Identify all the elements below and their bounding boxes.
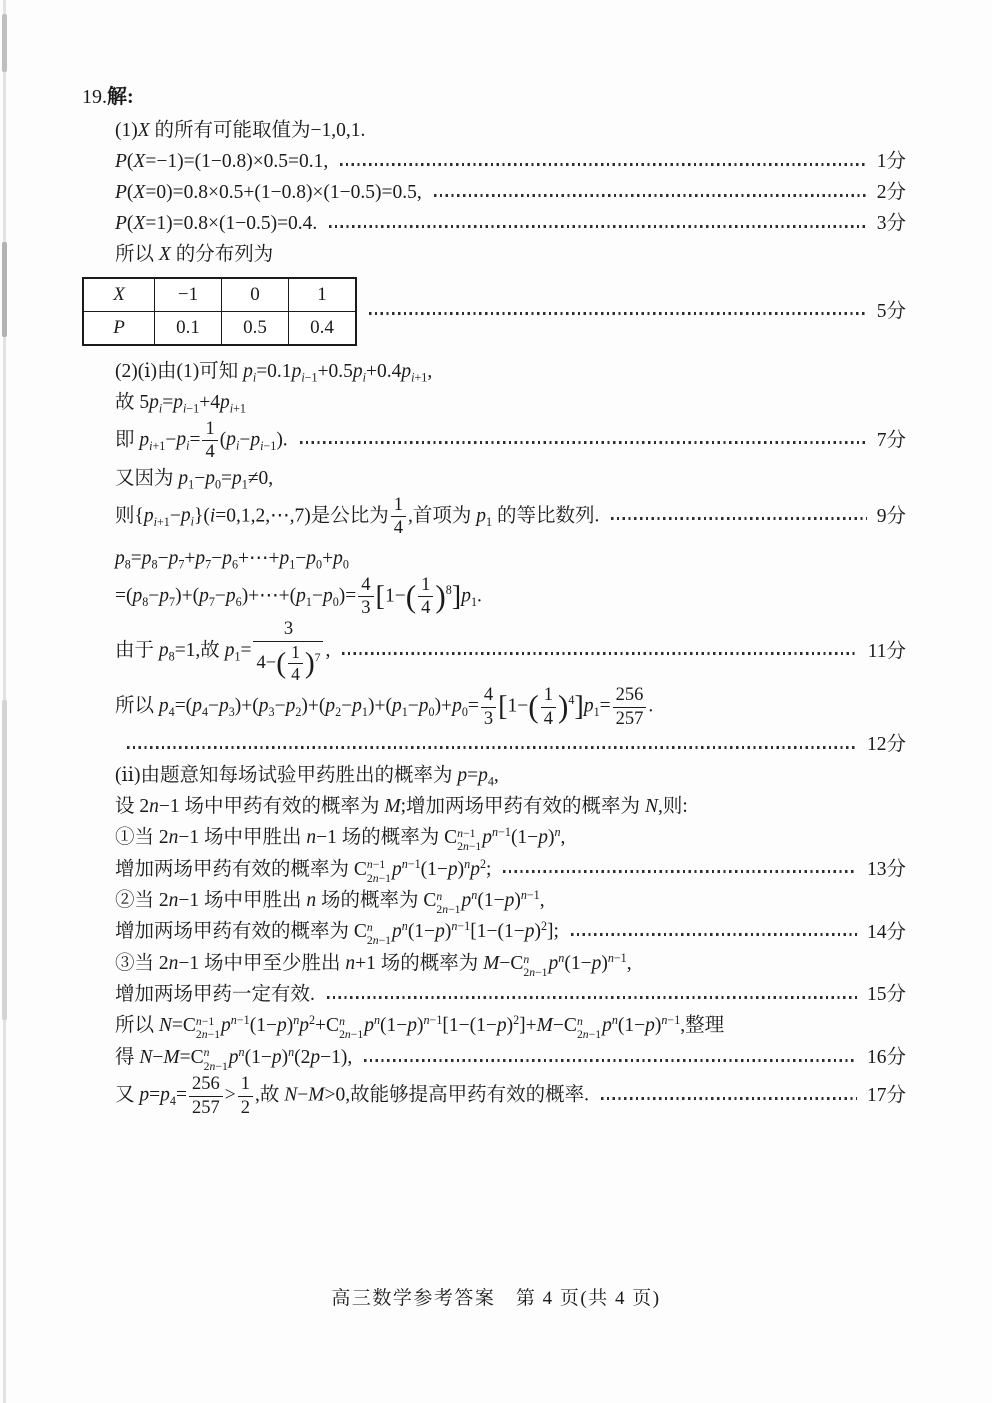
- dotted-leader: [369, 312, 867, 315]
- line-text: 故 $5p_i=p_{i-1}+4p_{i+1}$: [115, 392, 246, 416]
- distribution-table: [82, 277, 357, 346]
- score-marker: 2分: [876, 182, 906, 203]
- line-text: P(X=−1)=(1−0.8)×0.5=0.1,: [115, 151, 329, 172]
- scan-artifact-segment: [2, 14, 7, 72]
- solution-line: [82, 116, 906, 146]
- table-cell: X: [83, 278, 155, 312]
- line-text: 增加两场甲药有效的概率为 C n−1 2n−1 $p^{n-1}(1-p)^np^2$;: [115, 856, 492, 885]
- line-text: 又因为 $p_1-p_0=p_1\ne 0$,: [115, 467, 274, 492]
- solution-line: [82, 495, 906, 539]
- line-text: 即 $p_{i+1}-p_i=$ $\frac{1}{4}$ $(p_i-p_{i-1})$.: [115, 418, 288, 463]
- solution-line: [82, 388, 906, 418]
- line-text: P(X=1)=0.8×(1−0.5)=0.4.: [115, 213, 318, 234]
- solution-line: [82, 949, 906, 979]
- table-cell: −1: [155, 278, 222, 312]
- line-text: ③当 2n−1 场中甲至少胜出 n+1 场的概率为 M−C n 2n−1 $p^n(1-p)^{n-1}$,: [115, 950, 632, 979]
- scan-artifact-segment: [2, 700, 7, 1020]
- dotted-leader: [601, 1097, 857, 1100]
- solution-line: [82, 685, 906, 729]
- dotted-leader: [434, 194, 867, 197]
- line-text: 设 2n−1 场中甲药有效的概率为 M;增加两场甲药有效的概率为 N,则:: [115, 796, 688, 818]
- table-row: [83, 278, 356, 312]
- score-marker: 14分: [866, 921, 906, 943]
- score-marker: 15分: [866, 984, 906, 1006]
- line-text: 得 N−M=C n 2n−1 $p^n(1-p)^n(2p-1)$,: [115, 1044, 353, 1073]
- solution-line: [82, 1043, 906, 1073]
- solution-line: [82, 575, 906, 619]
- solution-line: [82, 886, 906, 916]
- line-text: ①当 2n−1 场中甲胜出 n−1 场的概率为 C n−1 2n−1 $p^{n-1}(1-p)^n$,: [115, 824, 566, 854]
- dotted-leader: [364, 1059, 857, 1062]
- table-cell: 0.5: [222, 312, 289, 346]
- dotted-leader: [127, 746, 857, 749]
- line-text: (2)(ⅰ)由(1)可知 $p_i=0.1p_{i-1}+0.5p_i+0.4p_{i+1}$,: [115, 361, 433, 385]
- scan-artifact-segment: [2, 242, 7, 337]
- table-cell: 0.1: [155, 312, 222, 346]
- solution-line: [82, 147, 906, 177]
- solution-line: [82, 240, 906, 270]
- line-text: P(X=0)=0.8×0.5+(1−0.8)×(1−0.5)=0.5,: [115, 182, 422, 203]
- solution-line: [82, 619, 906, 684]
- solution-line: [82, 544, 906, 574]
- score-marker: 9分: [876, 505, 906, 527]
- footer-text: 高三数学参考答案 第 4 页(共 4 页): [331, 1288, 661, 1309]
- dotted-leader: [571, 933, 857, 936]
- solution-line: [82, 980, 906, 1010]
- dotted-leader: [611, 517, 866, 520]
- line-text: 则$\{p_{i+1}-p_i\}(i=0,1,2,\cdots,7)$是公比为 $\frac{1}{4}$ ,首项为 $p_1$ 的等比数列.: [115, 493, 600, 539]
- line-text: ②当 2n−1 场中甲胜出 n 场的概率为 C n 2n−1 $p^n(1-p)^{n-1}$,: [115, 887, 545, 917]
- line-text: 由于 $p_8=1$,故 $p_1=$ 3 4−( $\frac{1}{4}$ )$^7$ ,: [115, 618, 331, 684]
- line-text: 所以 N=C n−1 2n−1 $p^{n-1}(1-p)^np^2+C$ n 2n−1 $p^n(1-p)^{n-1}[1-(1-p)^2]+M-C$ n 2n−1 $p^n(1-p)^{n-1}$,整理: [115, 1013, 725, 1042]
- dotted-leader: [503, 870, 857, 873]
- solution-label: 解:: [107, 86, 134, 108]
- solution-body: [82, 82, 906, 1119]
- dotted-leader: [329, 225, 866, 228]
- solution-line: [82, 917, 906, 947]
- score-marker: 13分: [866, 858, 906, 880]
- score-marker: 11分: [867, 640, 906, 662]
- page-footer: [0, 1283, 992, 1310]
- score-marker: 1分: [876, 151, 906, 172]
- solution-line: [82, 178, 906, 208]
- solution-line: [82, 1074, 906, 1118]
- dotted-leader: [327, 996, 857, 999]
- table-cell: 0: [222, 278, 289, 312]
- table-cell: P: [83, 312, 155, 346]
- score-marker: 5分: [876, 300, 906, 322]
- line-text: $=(p_8-p_7)+(p_7-p_6)+\cdots+(p_1-p_0)=$ $\frac{4}{3}$ [1−( $\frac{1}{4}$ )$^8]p_1$.: [115, 573, 482, 618]
- line-text: 增加两场甲药有效的概率为 C n 2n−1 $p^n(1-p)^{n-1}[1-(1-p)^2]$;: [115, 919, 559, 948]
- table-cell: 0.4: [289, 312, 357, 346]
- line-text: 增加两场甲药一定有效.: [115, 984, 315, 1006]
- solution-line: [82, 761, 906, 791]
- solution-line: [82, 357, 906, 387]
- solution-line: [82, 855, 906, 885]
- line-text: (1)X 的所有可能取值为−1,0,1.: [115, 120, 366, 141]
- table-row: [83, 312, 356, 346]
- problem-number: 19.: [82, 86, 107, 108]
- line-text: 所以 X 的分布列为: [115, 244, 274, 265]
- dotted-leader: [340, 163, 866, 166]
- line-text: 又 $p=p_4=$ $\frac{256}{257}$ > $\frac{1}{2}$ ,故 N−M>0,故能够提高甲药有效的概率.: [115, 1073, 590, 1118]
- line-text: $p_8=p_8-p_7+p_7-p_6+\cdots+p_1-p_0+p_0$: [115, 547, 349, 572]
- score-marker: 17分: [866, 1085, 906, 1107]
- solution-line: [82, 792, 906, 822]
- problem-heading: [82, 82, 906, 112]
- solution-line: [82, 730, 906, 760]
- score-marker: 3分: [876, 213, 906, 234]
- table-cell: 1: [289, 278, 357, 312]
- dotted-leader: [300, 441, 867, 444]
- score-marker: 7分: [876, 429, 906, 451]
- solution-line: [82, 823, 906, 853]
- score-marker: 16分: [866, 1047, 906, 1069]
- solution-line: [82, 209, 906, 239]
- line-text: (ⅱ)由题意知每场试验甲药胜出的概率为 $p=p_4$,: [115, 765, 499, 789]
- score-marker: 12分: [866, 734, 906, 756]
- distribution-table-row: [82, 277, 906, 346]
- dotted-leader: [342, 652, 857, 655]
- solution-line: [82, 419, 906, 463]
- solution-line: [82, 464, 906, 494]
- solution-line: [82, 1011, 906, 1041]
- line-text: 所以 $p_4=(p_4-p_3)+(p_3-p_2)+(p_2-p_1)+(p_1-p_0)+p_0=$ $\frac{4}{3}$ [1−( $\frac{1}{4}$ )$^4]p_1=$ $\frac{256}{257}$ .: [115, 684, 654, 729]
